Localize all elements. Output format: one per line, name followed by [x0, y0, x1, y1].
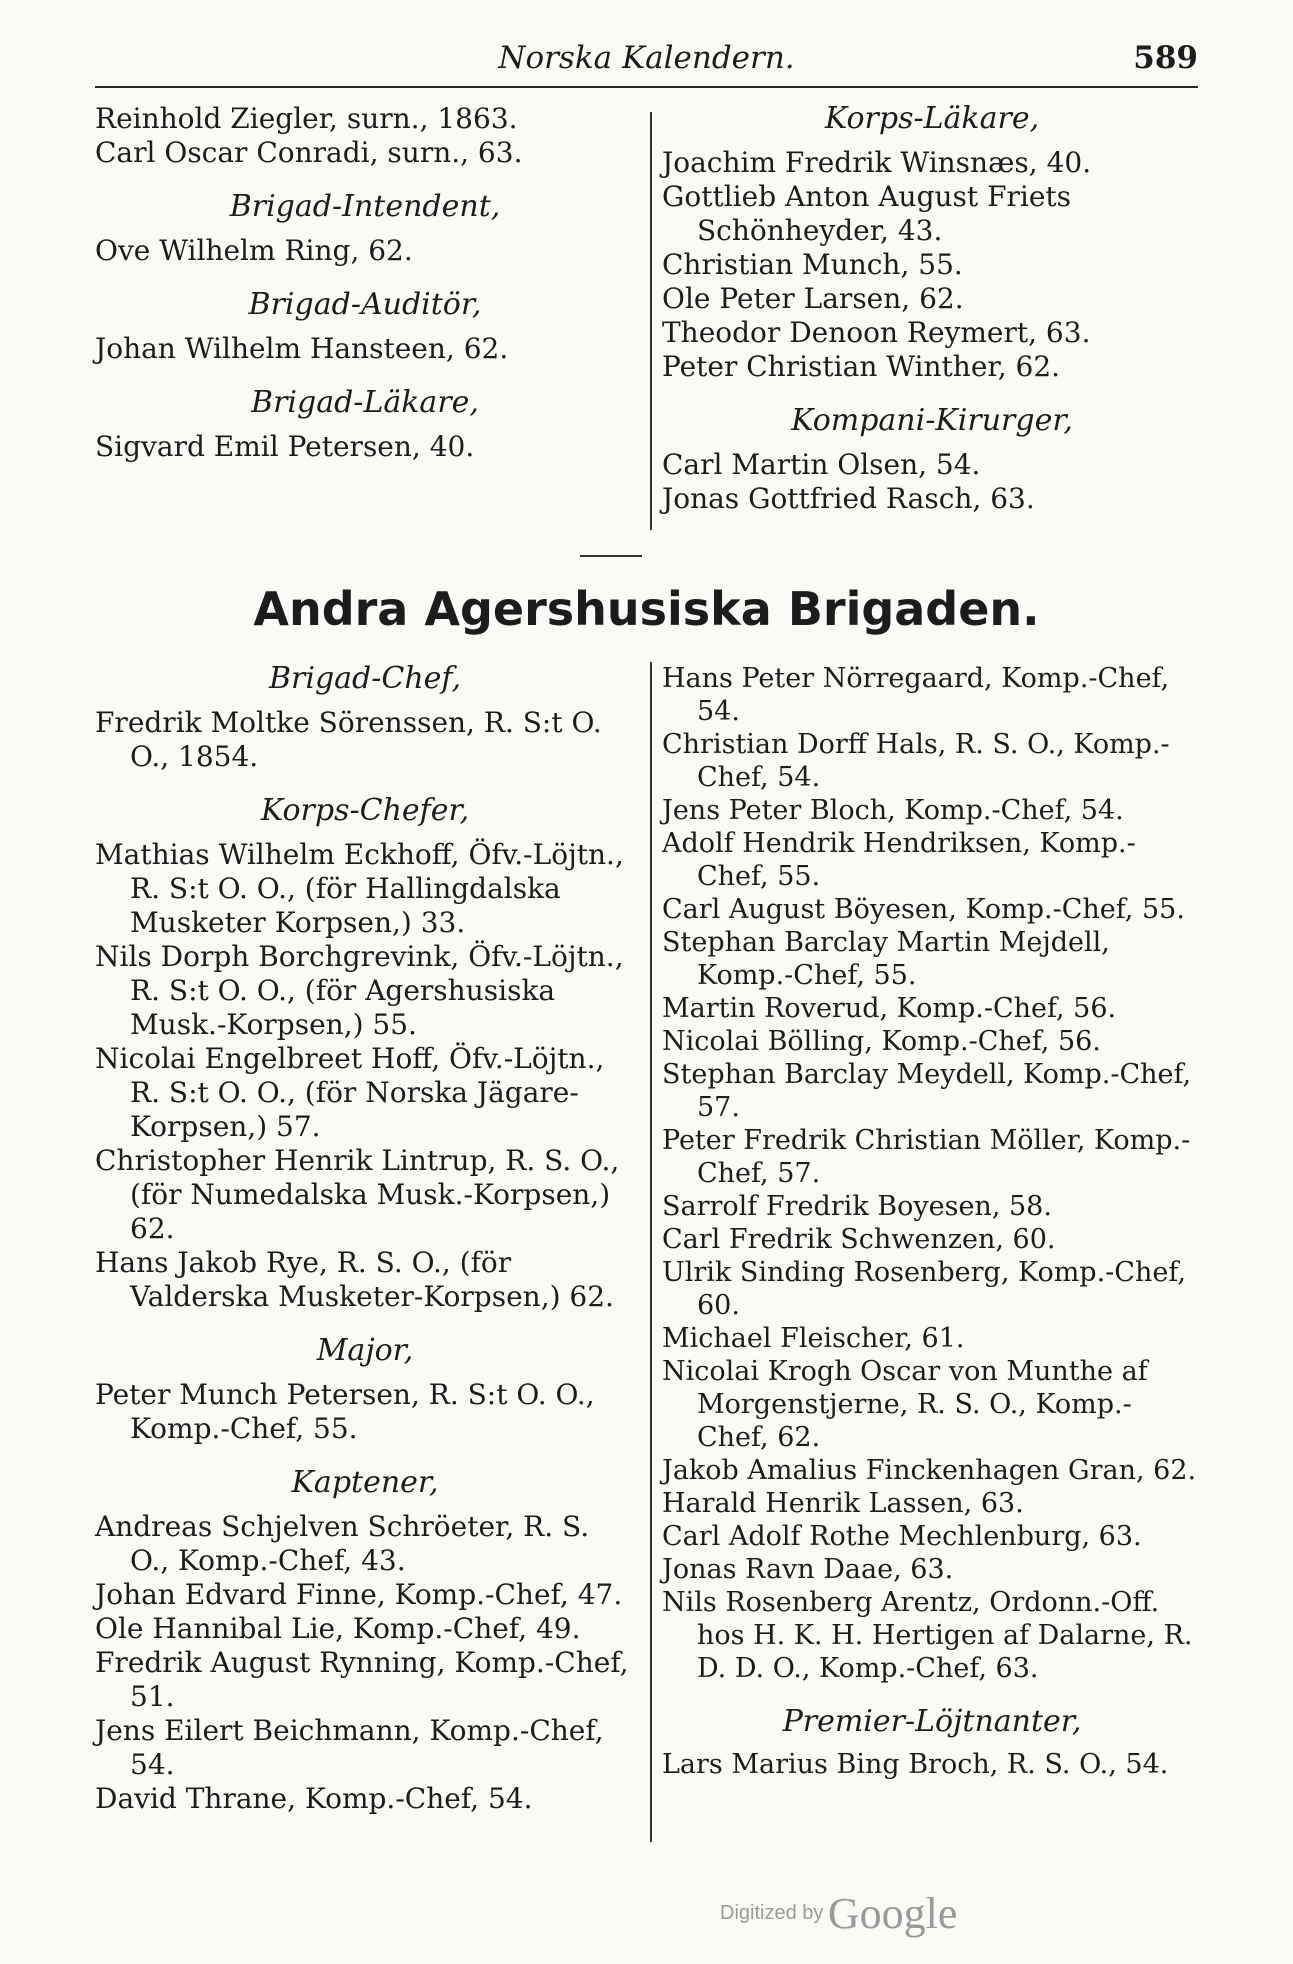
list-entry: Hans Jakob Rye, R. S. O., (för Valderska Musketer-Korpsen,) 62.: [95, 1246, 614, 1313]
list-entry: Fredrik Moltke Sörenssen, R. S:t O. O., 1854.: [95, 706, 602, 773]
list-entry: Michael Fleischer, 61.: [662, 1323, 965, 1354]
section-heading: Brigad-Läkare,: [251, 385, 479, 420]
top-column-divider: [650, 112, 652, 530]
list-entry: David Thrane, Komp.-Chef, 54.: [95, 1782, 533, 1815]
list-entry: Carl August Böyesen, Komp.-Chef, 55.: [662, 894, 1185, 925]
list-entry: Ulrik Sinding Rosenberg, Komp.-Chef, 60.: [662, 1257, 1186, 1321]
top-left-column: [95, 102, 635, 464]
running-title: Norska Kalendern.: [498, 40, 795, 76]
list-entry: Jonas Gottfried Rasch, 63.: [662, 482, 1035, 515]
list-entry: Stephan Barclay Meydell, Komp.-Chef, 57.: [662, 1059, 1192, 1123]
list-entry: Stephan Barclay Martin Mejdell, Komp.-Chef, 55.: [662, 927, 1110, 991]
bottom-column-divider: [650, 662, 652, 1842]
list-entry: Ole Peter Larsen, 62.: [662, 282, 964, 315]
list-entry: Nicolai Krogh Oscar von Munthe af Morgenstjerne, R. S. O., Komp.-Chef, 62.: [662, 1356, 1148, 1453]
digitized-by-google-watermark: [720, 1888, 957, 1939]
list-entry: Ole Hannibal Lie, Komp.-Chef, 49.: [95, 1612, 581, 1645]
list-entry: Harald Henrik Lassen, 63.: [662, 1488, 1024, 1519]
list-entry: Sigvard Emil Petersen, 40.: [95, 430, 475, 463]
section-heading: Korps-Chefer,: [260, 793, 470, 828]
section-heading: Major,: [316, 1333, 414, 1368]
bottom-left-column: [95, 662, 635, 1816]
list-entry: Peter Fredrik Christian Möller, Komp.-Chef, 57.: [662, 1125, 1191, 1189]
watermark-prefix: Digitized by: [720, 1902, 824, 1924]
section-heading: Premier-Löjtnanter,: [782, 1704, 1082, 1739]
list-entry: Adolf Hendrik Hendriksen, Komp.-Chef, 55.: [662, 828, 1136, 892]
list-entry: Mathias Wilhelm Eckhoff, Öfv.-Löjtn., R. S:t O. O., (för Hallingdalska Musketer Korpsen,) 33.: [95, 838, 624, 939]
google-logo: Google: [827, 1889, 958, 1938]
page-number: 589: [1133, 40, 1198, 76]
list-entry: Ove Wilhelm Ring, 62.: [95, 234, 413, 267]
header-rule: [95, 86, 1198, 88]
list-entry: Jonas Ravn Daae, 63.: [662, 1554, 954, 1585]
section-heading: Brigad-Intendent,: [229, 189, 501, 224]
top-right-column: [662, 102, 1202, 516]
list-entry: Carl Fredrik Schwenzen, 60.: [662, 1224, 1056, 1255]
list-entry: Joachim Fredrik Winsnæs, 40.: [662, 146, 1092, 179]
list-entry: Johan Wilhelm Hansteen, 62.: [95, 332, 509, 365]
section-heading: Korps-Läkare,: [824, 101, 1040, 136]
list-entry: Peter Christian Winther, 62.: [662, 350, 1061, 383]
list-entry: Carl Oscar Conradi, surn., 63.: [95, 136, 523, 169]
list-entry: Sarrolf Fredrik Boyesen, 58.: [662, 1191, 1052, 1222]
list-entry: Nicolai Bölling, Komp.-Chef, 56.: [662, 1026, 1101, 1057]
list-entry: Fredrik August Rynning, Komp.-Chef, 51.: [95, 1646, 629, 1713]
list-entry: Peter Munch Petersen, R. S:t O. O., Komp.-Chef, 55.: [95, 1378, 595, 1445]
list-entry: Johan Edvard Finne, Komp.-Chef, 47.: [95, 1578, 623, 1611]
list-entry: Christopher Henrik Lintrup, R. S. O., (för Numedalska Musk.-Korpsen,) 62.: [95, 1144, 620, 1245]
list-entry: Carl Adolf Rothe Mechlenburg, 63.: [662, 1521, 1142, 1552]
list-entry: Andreas Schjelven Schröeter, R. S. O., Komp.-Chef, 43.: [95, 1510, 590, 1577]
list-entry: Carl Martin Olsen, 54.: [662, 448, 981, 481]
list-entry: Theodor Denoon Reymert, 63.: [662, 316, 1091, 349]
list-entry: Reinhold Ziegler, surn., 1863.: [95, 102, 518, 135]
list-entry: Martin Roverud, Komp.-Chef, 56.: [662, 993, 1117, 1024]
bottom-right-column: [662, 662, 1202, 1781]
section-heading: Brigad-Auditör,: [248, 287, 482, 322]
section-heading: Kompani-Kirurger,: [791, 403, 1073, 438]
section-separator-rule: [580, 555, 642, 557]
section-heading: Brigad-Chef,: [268, 661, 461, 696]
section-title: Andra Agershusiska Brigaden.: [253, 582, 1040, 636]
list-entry: Hans Peter Nörregaard, Komp.-Chef, 54.: [662, 663, 1170, 727]
list-entry: Christian Munch, 55.: [662, 248, 963, 281]
list-entry: Nils Dorph Borchgrevink, Öfv.-Löjtn., R. S:t O. O., (för Agershusiska Musk.-Korpsen,) 55.: [95, 940, 624, 1041]
list-entry: Nils Rosenberg Arentz, Ordonn.-Off. hos H. K. H. Hertigen af Dalarne, R. D. D. O., Komp.-Chef, 63.: [662, 1587, 1193, 1684]
section-heading: Kaptener,: [291, 1465, 439, 1500]
list-entry: Nicolai Engelbreet Hoff, Öfv.-Löjtn., R. S:t O. O., (för Norska Jägare-Korpsen,) 57.: [95, 1042, 605, 1143]
list-entry: Jens Peter Bloch, Komp.-Chef, 54.: [662, 795, 1124, 826]
list-entry: Lars Marius Bing Broch, R. S. O., 54.: [662, 1749, 1169, 1780]
list-entry: Jens Eilert Beichmann, Komp.-Chef, 54.: [95, 1714, 604, 1781]
list-entry: Jakob Amalius Finckenhagen Gran, 62.: [662, 1455, 1197, 1486]
list-entry: Gottlieb Anton August Friets Schönheyder, 43.: [662, 180, 1072, 247]
list-entry: Christian Dorff Hals, R. S. O., Komp.-Chef, 54.: [662, 729, 1170, 793]
